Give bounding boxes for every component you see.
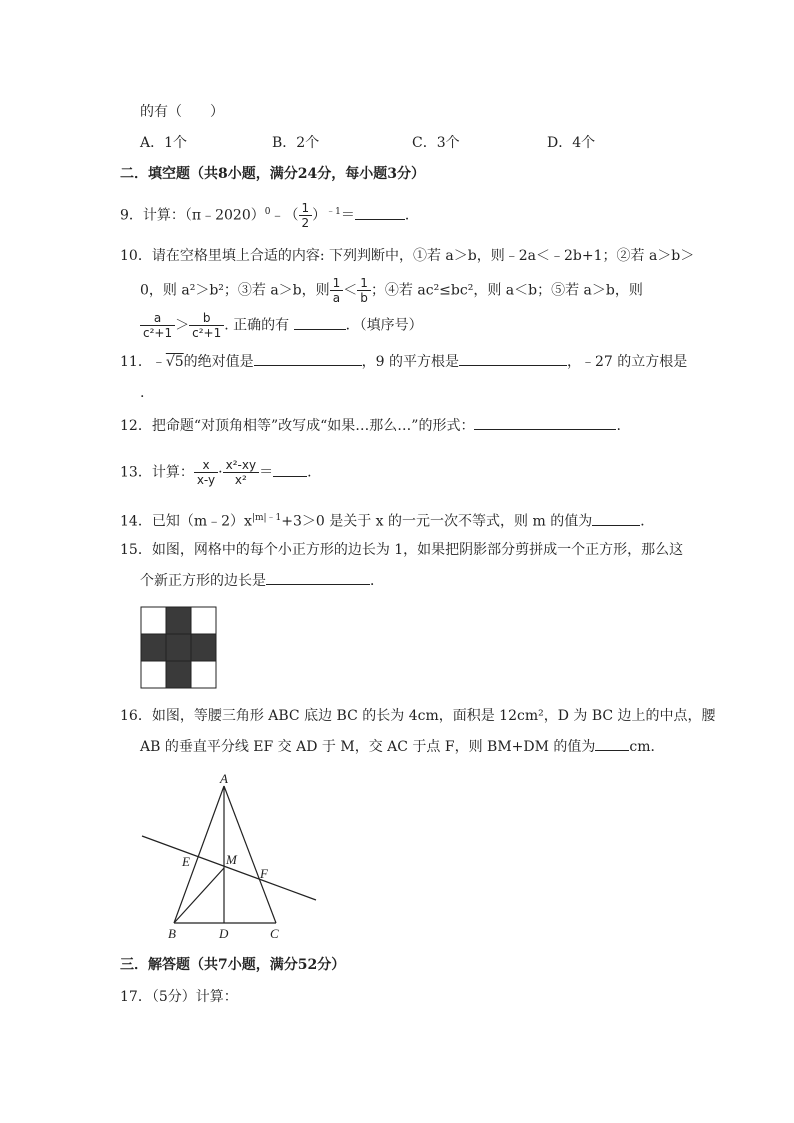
q12-text: 12．把命题“对顶角相等”改写成“如果…那么…”的形式： xyxy=(120,418,475,434)
q8-option-c: C．3个 xyxy=(412,135,460,151)
section3-title: 三．解答题（共7小题，满分52分） xyxy=(120,957,346,973)
q12 xyxy=(120,415,621,436)
q8-option-a: A．1个 xyxy=(140,135,188,151)
q8-option-d: D．4个 xyxy=(547,135,596,151)
q15-blank[interactable] xyxy=(266,570,370,585)
q10-frac4: $\frac{b}{\text{c²+1}}$ xyxy=(189,311,224,340)
q10-frac2: $\frac{1}{b}$ xyxy=(357,276,371,305)
q9-answer-blank[interactable] xyxy=(355,205,405,220)
q11 xyxy=(120,351,687,372)
q9-exp: ﹣1 xyxy=(326,206,341,217)
q9 xyxy=(120,201,419,230)
q10-line2a: 0，则 a²＞b²；③若 a＞b，则 xyxy=(140,282,330,299)
q11-radical: √5 xyxy=(165,354,184,370)
q17: 17．（5分）计算： xyxy=(120,989,238,1005)
q15-line1: 15．如图，网格中的每个小正方形的边长为 1，如果把阴影部分剪拼成一个正方形，那么这 xyxy=(120,542,684,558)
q14-text2: +3＞0 是关于 x 的一元一次不等式，则 m 的值为 xyxy=(281,513,593,530)
q13-blank[interactable] xyxy=(273,462,307,477)
q12-end: . xyxy=(616,418,621,434)
q13-eq: ＝ xyxy=(259,464,274,481)
q9-eq: ＝ xyxy=(340,207,355,224)
label-e: E xyxy=(182,854,190,869)
q10-gt: ＞ xyxy=(175,317,190,334)
q10-answer-blank[interactable] xyxy=(294,315,346,330)
q9-base: （π﹣2020） xyxy=(184,207,265,224)
q14-end: ． xyxy=(640,513,655,530)
q8-tail: 的有（ ） xyxy=(140,104,224,120)
q14 xyxy=(120,508,654,532)
q9-end: ． xyxy=(404,207,419,224)
q14-exp: |m|﹣1 xyxy=(251,513,282,523)
q9-minus: ﹣（ xyxy=(270,207,299,224)
section2-title: 二．填空题（共8小题，满分24分，每小题3分） xyxy=(120,166,425,182)
grid-figure xyxy=(140,606,218,690)
q10-line1: 10．请在空格里填上合适的内容: 下列判断中，①若 a＞b，则﹣2a＜﹣2b+1；②若 a＞b＞ xyxy=(120,248,695,264)
label-c: C xyxy=(270,926,279,941)
q11-num: 11．﹣ xyxy=(120,354,166,370)
q16-line2-end: cm． xyxy=(629,739,665,755)
q9-exp0: 0 xyxy=(264,206,271,217)
q15-line2-text: 个新正方形的边长是 xyxy=(140,573,266,589)
q16-line1: 16．如图，等腰三角形 ABC 底边 BC 的长为 4cm，面积是 12cm²，D 为 BC 边上的中点，腰 xyxy=(120,708,716,724)
q10-line2b: ；④若 ac²≤bc²，则 a＜b；⑤若 a＞b，则 xyxy=(370,282,643,299)
q11-part3: ，﹣27 的立方根是 xyxy=(567,354,688,370)
q13-num: 13．计算： xyxy=(120,464,194,481)
q11-blank2[interactable] xyxy=(459,351,567,366)
q15-end: ． xyxy=(370,573,384,589)
q9-close: ） xyxy=(312,207,327,224)
q14-text: 14．已知（m﹣2）x xyxy=(120,513,252,530)
q13-frac2: $\frac{\text{x²-xy}}{\text{x²}}$ xyxy=(223,458,259,487)
label-f: F xyxy=(260,866,268,881)
q16-line2 xyxy=(140,736,665,757)
q8-option-b: B．2个 xyxy=(272,135,320,151)
q10-line3b: . 正确的有 xyxy=(224,317,290,334)
q13-frac1: $\frac{x}{x-y}$ xyxy=(194,458,218,487)
q10-lt: ＜ xyxy=(343,282,358,299)
q10-line3 xyxy=(140,311,423,340)
label-b: B xyxy=(168,926,176,941)
q11-tail: . xyxy=(140,385,145,401)
q10-frac1: $\frac{1}{a}$ xyxy=(330,276,344,305)
label-m: M xyxy=(226,852,237,867)
q11-part2: ，9 的平方根是 xyxy=(361,354,460,370)
label-d: D xyxy=(219,926,229,941)
q16-blank[interactable] xyxy=(595,736,629,751)
q13 xyxy=(120,458,312,487)
q11-part1: 的绝对值是 xyxy=(183,354,254,370)
q10-frac3: $\frac{a}{\text{c²+1}}$ xyxy=(140,311,175,340)
q10-line2 xyxy=(140,276,643,305)
triangle-figure xyxy=(138,770,323,945)
q9-fraction: $\frac{1}{2}$ xyxy=(299,201,313,230)
q11-blank1[interactable] xyxy=(254,351,362,366)
q9-num: 9．计算： xyxy=(120,207,185,224)
q15-line2 xyxy=(140,570,384,591)
label-a: A xyxy=(220,771,228,786)
q13-dot: · xyxy=(218,464,223,481)
q10-line3c: ．（填序号） xyxy=(345,317,423,334)
q12-blank[interactable] xyxy=(474,415,616,430)
q16-line2-text: AB 的垂直平分线 EF 交 AD 于 M，交 AC 于点 F，则 BM+DM 的值为 xyxy=(140,739,596,755)
q14-blank[interactable] xyxy=(592,511,640,526)
q13-end: . xyxy=(307,464,312,481)
